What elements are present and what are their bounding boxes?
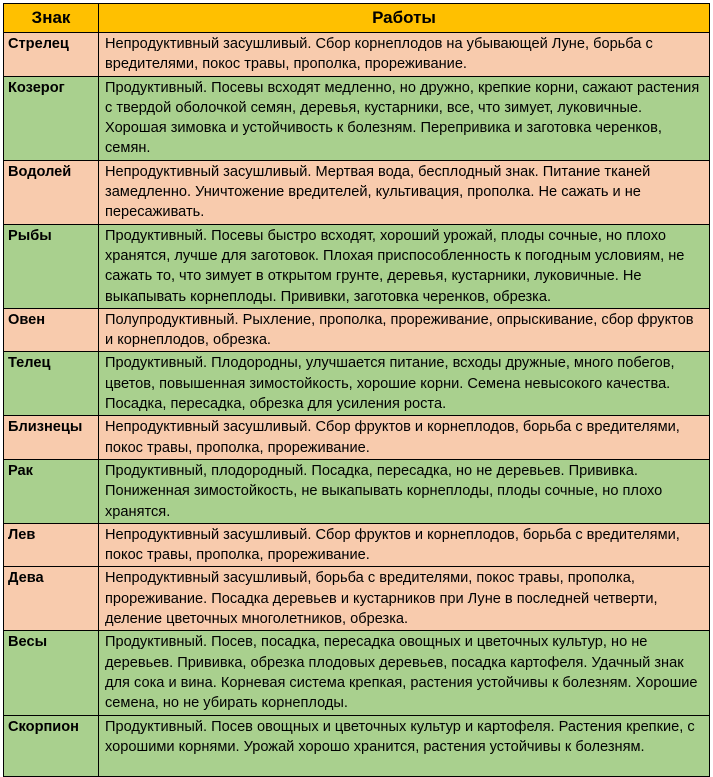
sign-cell: Стрелец [4,33,99,77]
works-cell: Непродуктивный засушливый, борьба с вредителями, покос травы, прополка, прореживание. Посадка деревьев и кустарников при Луне в последней четверти, деление цветочных многолетников, обрезка. [99,567,710,631]
table-row [4,631,710,715]
table-row [4,33,710,77]
works-cell: Продуктивный. Посев овощных и цветочных культур и картофеля. Растения крепкие, с хорошими корнями. Урожай хорошо хранится, растения устойчивы к болезням. [99,715,710,776]
works-cell: Продуктивный, плодородный. Посадка, пересадка, но не деревьев. Прививка. Пониженная зимостойкость, не выкапывать корнеплоды, плоды сочные, но плохо хранятся. [99,459,710,523]
table-row [4,715,710,776]
works-cell: Продуктивный. Посевы быстро всходят, хороший урожай, плоды сочные, но плохо хранятся, лучше для заготовок. Плохая приспособленность к погодным условиям, не сажать то, что зимует в открытом грунте, деревья, кустарники, луковичные. Не выкапывать корнеплоды. Прививки, заготовка черенков, обрезка. [99,224,710,308]
sign-cell: Овен [4,308,99,352]
header-sign: Знак [4,4,99,33]
table-row [4,352,710,416]
sign-cell: Козерог [4,76,99,160]
works-cell: Продуктивный. Плодородны, улучшается питание, всходы дружные, много побегов, цветов, повышенная зимостойкость, хорошие корни. Семена невысокого качества. Посадка, пересадка, обрезка для усиления роста. [99,352,710,416]
lunar-calendar-table [3,3,710,777]
sign-cell: Близнецы [4,416,99,460]
header-row [4,4,710,33]
table-row [4,523,710,567]
table-row [4,567,710,631]
works-cell: Продуктивный. Посевы всходят медленно, но дружно, крепкие корни, сажают растения с твердой оболочкой семян, деревья, кустарники, все, что зимует, луковичные. Хорошая зимовка и устойчивость к болезням. Перепривика и заготовка черенков, семян. [99,76,710,160]
header-works: Работы [99,4,710,33]
sign-cell: Скорпион [4,715,99,776]
works-cell: Полупродуктивный. Рыхление, прополка, прореживание, опрыскивание, сбор фруктов и корнеплодов, обрезка. [99,308,710,352]
works-cell: Непродуктивный засушливый. Сбор фруктов и корнеплодов, борьба с вредителями, покос травы, прополка, прореживание. [99,523,710,567]
sign-cell: Дева [4,567,99,631]
sign-cell: Рыбы [4,224,99,308]
works-cell: Непродуктивный засушливый. Сбор корнеплодов на убывающей Луне, борьба с вредителями, покос травы, прополка, прореживание. [99,33,710,77]
works-cell: Продуктивный. Посев, посадка, пересадка овощных и цветочных культур, но не деревьев. Прививка, обрезка плодовых деревьев, посадка картофеля. Удачный знак для сока и вина. Корневая система крепкая, растения устойчивы к болезням. Хорошие семена, но не убирать корнеплоды. [99,631,710,715]
table-row [4,459,710,523]
sign-cell: Водолей [4,160,99,224]
table-row [4,224,710,308]
sign-cell: Телец [4,352,99,416]
table-row [4,308,710,352]
sign-cell: Весы [4,631,99,715]
sign-cell: Лев [4,523,99,567]
works-cell: Непродуктивный засушливый. Сбор фруктов и корнеплодов, борьба с вредителями, покос травы, прополка, прореживание. [99,416,710,460]
table-row [4,160,710,224]
sign-cell: Рак [4,459,99,523]
table-row [4,416,710,460]
works-cell: Непродуктивный засушливый. Мертвая вода, бесплодный знак. Питание тканей замедленно. Уничтожение вредителей, культивация, прополка. Не сажать и не пересаживать. [99,160,710,224]
table-row [4,76,710,160]
